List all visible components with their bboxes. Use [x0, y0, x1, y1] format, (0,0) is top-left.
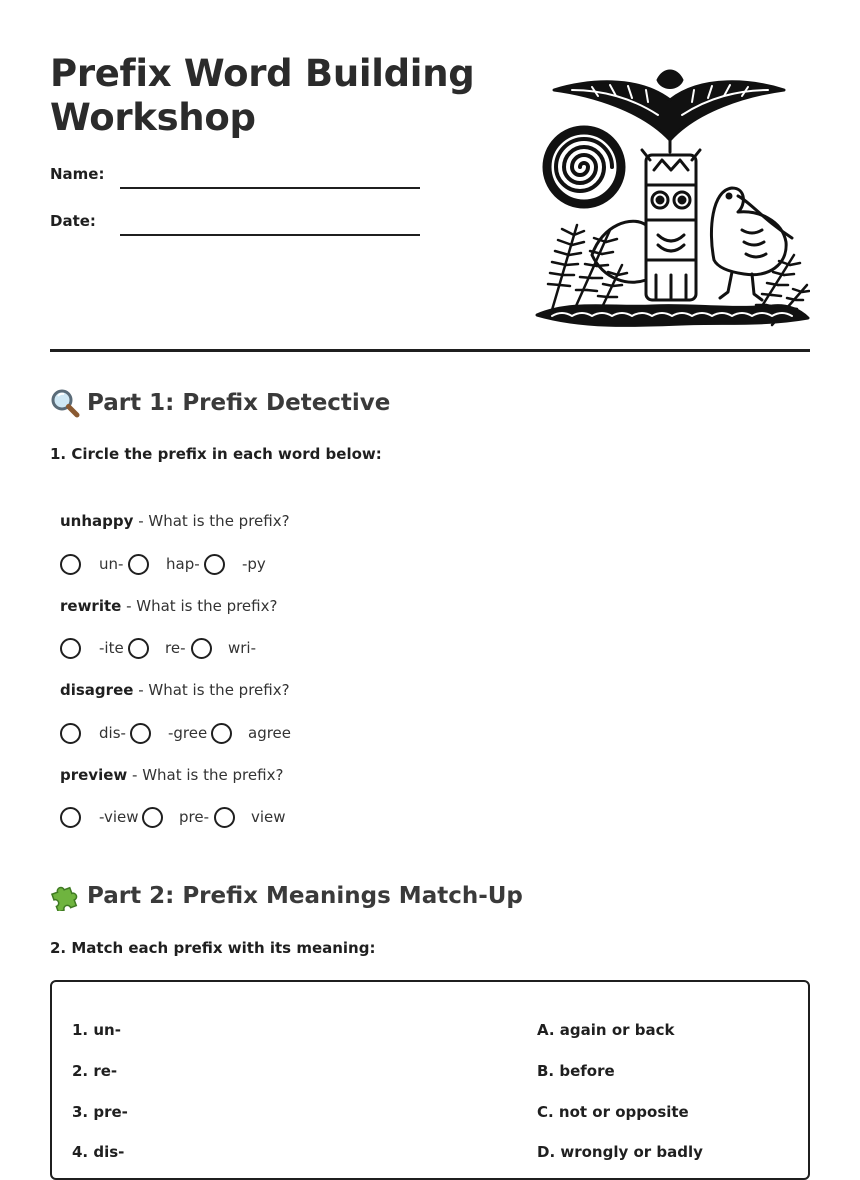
- radio-option[interactable]: [60, 723, 81, 744]
- option-label: dis-: [99, 724, 126, 742]
- option-label: -gree: [168, 724, 208, 742]
- question-word: rewrite: [60, 597, 122, 615]
- date-label: Date:: [50, 212, 96, 230]
- radio-option[interactable]: [204, 554, 225, 575]
- match-box: [50, 980, 810, 1180]
- match-prefix: 3. pre-: [72, 1103, 128, 1121]
- puzzle-piece-icon: [50, 881, 80, 911]
- option-label: -py: [242, 555, 266, 573]
- maori-illustration-icon: [532, 60, 810, 332]
- option-label: wri-: [228, 639, 257, 657]
- question-word: unhappy: [60, 512, 134, 530]
- part2-heading: [50, 881, 523, 911]
- question-word: disagree: [60, 681, 134, 699]
- radio-option[interactable]: [211, 723, 232, 744]
- radio-option[interactable]: [214, 807, 235, 828]
- radio-option[interactable]: [128, 638, 149, 659]
- magnifying-glass-icon: [50, 388, 80, 418]
- radio-option[interactable]: [60, 554, 81, 575]
- option-label: agree: [248, 724, 292, 742]
- radio-option[interactable]: [128, 554, 149, 575]
- option-label: un-: [99, 555, 124, 573]
- option-label: re-: [165, 639, 186, 657]
- page-title: Prefix Word Building Workshop: [50, 52, 475, 139]
- date-field[interactable]: [120, 234, 420, 236]
- question-prompt: - What is the prefix?: [121, 597, 278, 615]
- question-preview: [60, 766, 283, 784]
- match-prefix: 2. re-: [72, 1062, 118, 1080]
- option-label: -view: [99, 808, 139, 826]
- part2-heading-text: Part 2: Prefix Meanings Match-Up: [87, 883, 523, 909]
- name-label: Name:: [50, 165, 105, 183]
- part1-heading-text: Part 1: Prefix Detective: [87, 390, 391, 416]
- match-meaning: C. not or opposite: [537, 1103, 689, 1121]
- option-label: pre-: [179, 808, 209, 826]
- radio-option[interactable]: [142, 807, 163, 828]
- radio-option[interactable]: [191, 638, 212, 659]
- match-meaning: B. before: [537, 1062, 615, 1080]
- question-rewrite: [60, 597, 277, 615]
- option-label: view: [251, 808, 286, 826]
- question-prompt: - What is the prefix?: [133, 681, 290, 699]
- match-prefix: 1. un-: [72, 1021, 121, 1039]
- radio-option[interactable]: [60, 807, 81, 828]
- radio-option[interactable]: [130, 723, 151, 744]
- question-disagree: [60, 681, 290, 699]
- question-prompt: - What is the prefix?: [133, 512, 290, 530]
- radio-option[interactable]: [60, 638, 81, 659]
- option-label: hap-: [166, 555, 200, 573]
- question-unhappy: [60, 512, 290, 530]
- match-meaning: A. again or back: [537, 1021, 675, 1039]
- match-meaning: D. wrongly or badly: [537, 1143, 703, 1161]
- match-prefix: 4. dis-: [72, 1143, 125, 1161]
- option-label: -ite: [99, 639, 124, 657]
- question-word: preview: [60, 766, 128, 784]
- header-divider: [50, 349, 810, 352]
- name-field[interactable]: [120, 187, 420, 189]
- part1-instruction: 1. Circle the prefix in each word below:: [50, 445, 382, 463]
- question-prompt: - What is the prefix?: [127, 766, 284, 784]
- part2-instruction: 2. Match each prefix with its meaning:: [50, 939, 376, 957]
- part1-heading: [50, 388, 390, 418]
